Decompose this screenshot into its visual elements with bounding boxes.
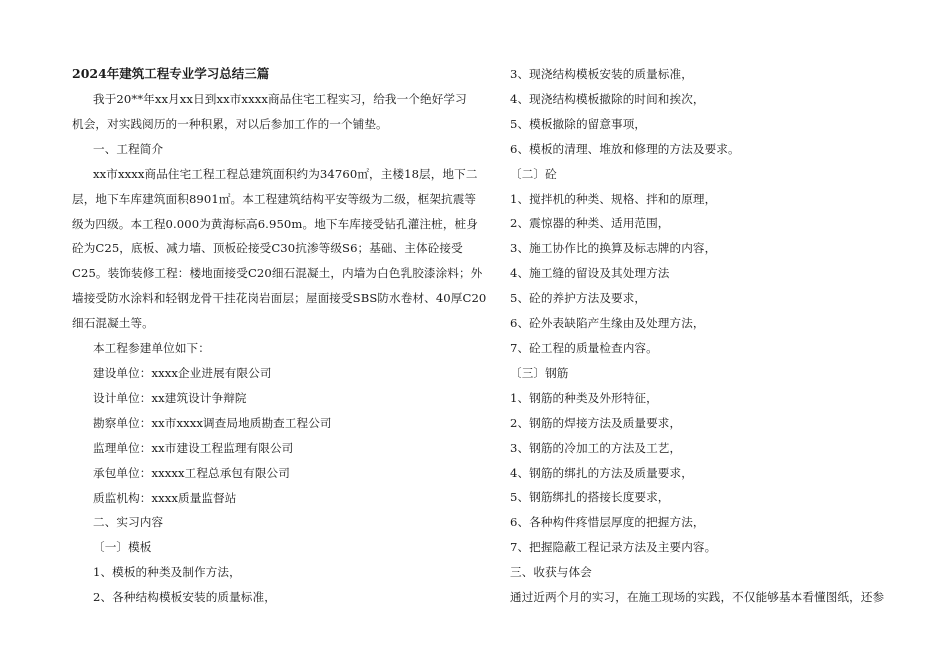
text-line: xx市xxxx商品住宅工程工程总建筑面积约为34760㎡，主楼18层，地下二 <box>93 166 478 181</box>
text-line: 6、各种构件疼惜层厚度的把握方法， <box>510 515 705 530</box>
text-line: 3、钢筋的冷加工的方法及工艺， <box>510 440 682 455</box>
text-line: 6、模板的清理、堆放和修理的方法及要求。 <box>510 141 740 156</box>
text-line: 级为四级。本工程0.000为黄海标高6.950m。地下车库接受钻孔灌注桩，桩身 <box>72 216 478 231</box>
text-line: 4、现浇结构模板撤除的时间和挨次， <box>510 91 705 106</box>
text-line: 3、施工协作比的换算及标志牌的内容， <box>510 241 717 256</box>
text-line: 本工程参建单位如下： <box>93 341 210 356</box>
text-line: 1、钢筋的种类及外形特征， <box>510 390 658 405</box>
text-line: 监理单位：xx市建设工程监理有限公司 <box>93 440 294 455</box>
text-line: 6、砼外表缺陷产生缘由及处理方法， <box>510 316 705 331</box>
text-line: 2、钢筋的焊接方法及质量要求， <box>510 415 682 430</box>
text-line: 1、搅拌机的种类、规格、拌和的原理， <box>510 191 717 206</box>
text-line: 7、砼工程的质量检查内容。 <box>510 340 658 355</box>
right-body-text <box>510 62 885 610</box>
text-line: 4、钢筋的绑扎的方法及质量要求， <box>510 465 693 480</box>
text-line: 5、模板撤除的留意事项， <box>510 116 647 131</box>
text-line: 勘察单位：xx市xxxx调查局地质勘查工程公司 <box>93 415 332 430</box>
text-line: 1、模板的种类及制作方法， <box>93 565 241 580</box>
text-line: 机会，对实践阅历的一种积累，对以后参加工作的一个铺垫。 <box>72 116 388 131</box>
text-line: 我于20**年xx月xx日到xx市xxxx商品住宅工程实习，给我一个绝好学习 <box>93 92 467 106</box>
text-line: 二、实习内容 <box>93 515 164 530</box>
text-line: 5、钢筋绑扎的搭接长度要求， <box>510 490 670 505</box>
text-line: 设计单位：xx建筑设计争辩院 <box>93 390 247 405</box>
text-line: 4、施工缝的留设及其处理方法 <box>510 266 670 281</box>
text-line: 〔二〕砼 <box>510 166 557 181</box>
text-line: 细石混凝土等。 <box>72 316 154 331</box>
text-line: 〔一〕模板 <box>93 540 152 555</box>
left-body-text <box>72 87 487 610</box>
text-line: 2、各种结构模板安装的质量标准， <box>93 590 276 605</box>
text-line: 〔三〕钢筋 <box>510 365 569 380</box>
text-line: 5、砼的养护方法及要求， <box>510 291 647 306</box>
text-line: 承包单位：xxxxx工程总承包有限公司 <box>93 465 290 480</box>
text-line: 通过近两个月的实习，在施工现场的实践，不仅能够基本看懂图纸，还参 <box>510 590 885 605</box>
text-line: 7、把握隐蔽工程记录方法及主要内容。 <box>510 540 717 555</box>
left-column <box>72 62 487 610</box>
text-line: 2、震惊器的种类、适用范围， <box>510 216 670 231</box>
text-line: 层，地下车库建筑面积8901㎡。本工程建筑结构平安等级为二级，框架抗震等 <box>72 191 477 206</box>
text-line: 砼为C25，底板、减力墙、顶板砼接受C30抗渗等级S6；基础、主体砼接受 <box>72 241 463 256</box>
right-column <box>510 62 885 610</box>
text-line: C25。装饰装修工程：楼地面接受C20细石混凝土，内墙为白色乳胶漆涂料；外 <box>72 266 483 281</box>
document-title: 2024年建筑工程专业学习总结三篇 <box>72 66 270 81</box>
text-line: 建设单位：xxxx企业进展有限公司 <box>93 365 272 380</box>
text-line: 质监机构：xxxx质量监督站 <box>93 490 237 505</box>
text-line: 墙接受防水涂料和轻钢龙骨干挂花岗岩面层；屋面接受SBS防水卷材、40厚C20 <box>72 291 487 306</box>
text-line: 一、工程简介 <box>93 141 164 156</box>
text-line: 三、收获与体会 <box>510 565 592 580</box>
text-line: 3、现浇结构模板安装的质量标准， <box>510 67 693 81</box>
